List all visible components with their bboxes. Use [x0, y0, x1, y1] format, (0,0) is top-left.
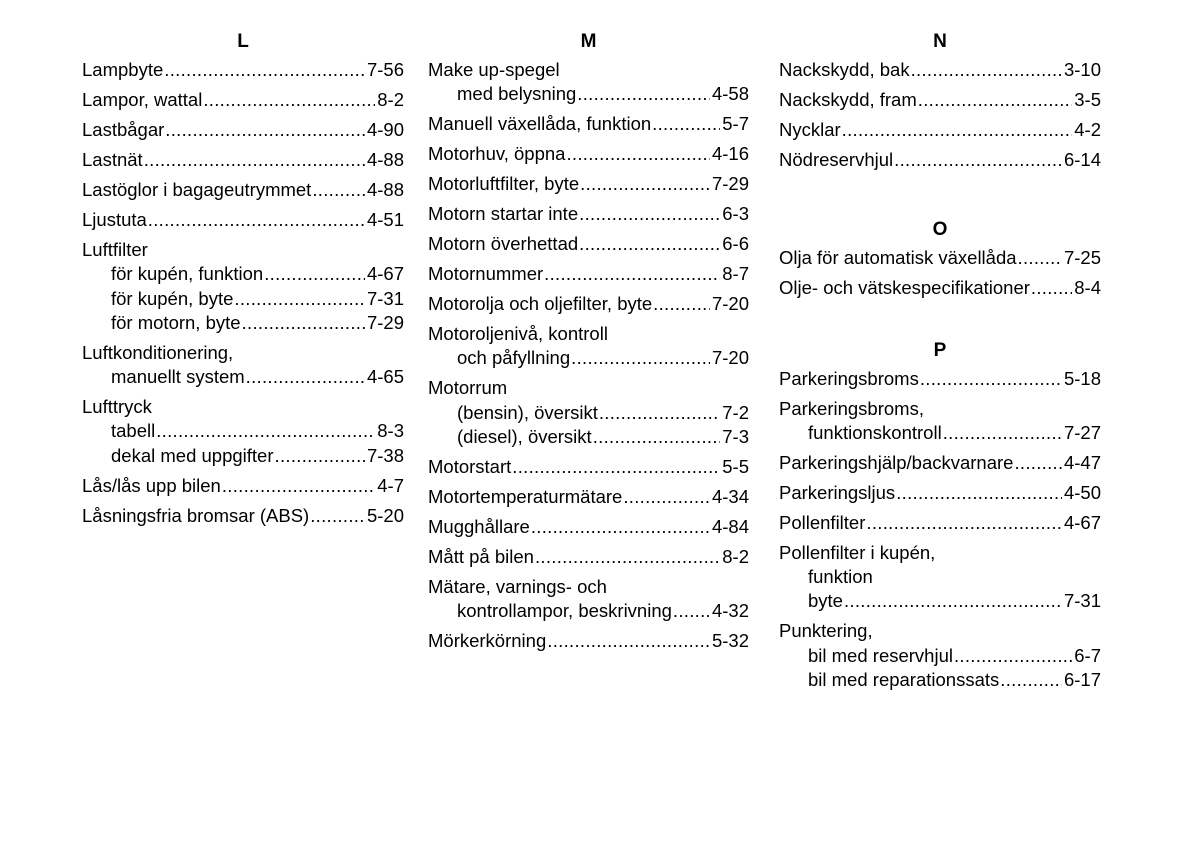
page-reference: 4-88: [366, 148, 404, 170]
index-column-1: [82, 30, 404, 534]
index-section: [428, 30, 749, 654]
index-section: [779, 30, 1101, 172]
index-term: [428, 545, 749, 569]
index-entry: [428, 58, 749, 107]
entry-text: Lastbågar: [82, 118, 165, 140]
page-reference: 5-32: [711, 630, 749, 652]
dot-leader: [653, 292, 710, 316]
dot-leader: [544, 262, 720, 286]
index-entry: [779, 397, 1101, 446]
page-reference: 7-38: [366, 444, 404, 466]
index-entry: [779, 481, 1101, 505]
index-entry: [779, 58, 1101, 82]
index-entry: [779, 276, 1101, 300]
page-reference: 5-18: [1063, 367, 1101, 389]
index-entry: [779, 511, 1101, 535]
dot-leader: [579, 202, 720, 226]
page-reference: 4-7: [377, 474, 404, 496]
index-section: [82, 30, 404, 528]
dot-leader: [156, 419, 375, 443]
index-term: [428, 376, 749, 400]
entry-text: Make up-spegel: [428, 59, 560, 80]
index-subentry: [82, 287, 404, 311]
page-reference: 5-5: [722, 456, 749, 478]
entry-text: för motorn, byte: [111, 311, 241, 333]
entry-text: Motortemperaturmätare: [428, 486, 623, 508]
entry-text: Låsningsfria bromsar (ABS): [82, 504, 310, 526]
dot-leader: [310, 504, 365, 528]
page-reference: 4-32: [711, 600, 749, 622]
dot-leader: [203, 88, 375, 112]
index-term: [779, 481, 1101, 505]
dot-leader: [954, 644, 1072, 668]
page-reference: 7-25: [1063, 247, 1101, 269]
page-reference: 4-67: [1063, 511, 1101, 533]
dot-leader: [623, 485, 710, 509]
page-reference: 4-51: [366, 208, 404, 230]
page-reference: 6-17: [1063, 668, 1101, 690]
index-entry: [428, 112, 749, 136]
entry-text: Parkeringshjälp/backvarnare: [779, 451, 1014, 473]
dot-leader: [577, 82, 710, 106]
index-term: [428, 142, 749, 166]
page-reference: 4-47: [1063, 451, 1101, 473]
entry-text: tabell: [111, 420, 156, 442]
entry-text: funktion: [808, 566, 873, 588]
entry-text: Nackskydd, fram: [779, 88, 917, 110]
section-letter: O: [932, 219, 948, 241]
page-reference: 8-2: [722, 545, 749, 567]
index-entry: [428, 172, 749, 196]
index-term: [428, 485, 749, 509]
dot-leader: [535, 545, 720, 569]
entry-text: Lastnät: [82, 148, 143, 170]
entry-text: Motorn överhettad: [428, 233, 579, 255]
dot-leader: [144, 148, 365, 172]
section-letter: N: [933, 31, 947, 52]
entry-text: Nackskydd, bak: [779, 59, 910, 80]
index-subentry: [779, 644, 1101, 668]
page-reference: 4-84: [711, 516, 749, 537]
page-reference: 3-10: [1063, 59, 1101, 80]
entry-text: Motornummer: [428, 263, 544, 285]
entry-text: Motoroljenivå, kontroll: [428, 323, 608, 345]
index-term: [428, 455, 749, 479]
index-entry: [779, 88, 1101, 112]
index-entry: [428, 455, 749, 479]
index-entry: [779, 619, 1101, 692]
index-subentry: [428, 346, 749, 370]
entry-text: Luftkonditionering,: [82, 341, 234, 363]
entry-text: Motorolja och oljefilter, byte: [428, 293, 653, 315]
entry-text: Luftfilter: [82, 238, 148, 260]
dot-leader: [164, 58, 365, 82]
index-term: [779, 451, 1101, 475]
entry-text: dekal med uppgifter: [111, 444, 274, 466]
page-reference: 4-2: [1074, 118, 1101, 140]
dot-leader: [943, 421, 1062, 445]
page-reference: 5-20: [366, 504, 404, 526]
dot-leader: [652, 112, 720, 136]
entry-text: Olje- och vätskespecifikationer: [779, 277, 1030, 299]
index-term: [428, 172, 749, 196]
dot-leader: [866, 511, 1062, 535]
index-entry: [82, 178, 404, 202]
index-entry: [428, 515, 749, 539]
dot-leader: [512, 455, 720, 479]
index-subentry: [428, 599, 749, 623]
index-term: [779, 276, 1101, 300]
page-reference: 7-56: [366, 59, 404, 80]
entry-text: för kupén, byte: [111, 287, 234, 309]
dot-leader: [566, 142, 710, 166]
index-column-3: [779, 30, 1101, 698]
index-entry: [82, 474, 404, 498]
dot-leader: [673, 599, 710, 623]
section-letter: P: [933, 339, 947, 361]
page-reference: 4-65: [366, 366, 404, 388]
entry-text: Lufttryck: [82, 396, 152, 418]
dot-leader: [580, 172, 710, 196]
dot-leader: [896, 481, 1062, 505]
entry-text: Mugghållare: [428, 516, 530, 537]
dot-leader: [246, 365, 365, 389]
page-reference: 7-20: [711, 293, 749, 315]
dot-leader: [842, 118, 1073, 142]
index-term: [779, 118, 1101, 142]
entry-text: kontrollampor, beskrivning: [457, 600, 672, 622]
page-reference: 8-4: [1074, 277, 1101, 299]
index-subentry: [82, 262, 404, 286]
entry-text: för kupén, funktion: [111, 263, 264, 285]
index-term: [779, 246, 1101, 270]
index-subentry: [428, 82, 749, 106]
index-term: [779, 88, 1101, 112]
index-term: [779, 541, 1101, 565]
entry-text: Motorluftfilter, byte: [428, 173, 580, 195]
entry-text: (diesel), översikt: [457, 426, 592, 448]
index-term: [428, 202, 749, 226]
entry-text: Mätare, varnings- och: [428, 575, 607, 597]
index-term: [428, 322, 749, 346]
index-entry: [428, 545, 749, 569]
page-reference: 7-29: [711, 173, 749, 195]
dot-leader: [918, 88, 1072, 112]
index-term: [779, 397, 1101, 421]
index-entry: [82, 395, 404, 468]
entry-text: bil med reservhjul: [808, 644, 953, 666]
index-subentry: [82, 365, 404, 389]
entry-text: Parkeringsbroms,: [779, 397, 924, 419]
page-reference: 5-7: [722, 113, 749, 135]
page-reference: 7-3: [722, 426, 749, 448]
index-entry: [82, 341, 404, 390]
index-term: [82, 474, 404, 498]
entry-text: Motorhuv, öppna: [428, 143, 566, 165]
dot-leader: [1000, 668, 1062, 692]
index-entry: [428, 575, 749, 624]
entry-text: Parkeringsljus: [779, 481, 896, 503]
index-entry: [779, 118, 1101, 142]
dot-leader: [1014, 451, 1062, 475]
entry-text: Pollenfilter i kupén,: [779, 541, 936, 563]
index-term: [428, 629, 749, 653]
page-reference: 4-58: [711, 83, 749, 105]
index-term: [82, 341, 404, 365]
dot-leader: [1031, 276, 1072, 300]
index-entry: [82, 504, 404, 528]
entry-text: byte: [808, 590, 843, 612]
entry-text: och påfyllning: [457, 347, 571, 369]
index-entry: [428, 292, 749, 316]
index-term: [428, 232, 749, 256]
dot-leader: [844, 589, 1062, 613]
dot-leader: [531, 515, 710, 539]
dot-leader: [599, 401, 720, 425]
index-section: [779, 218, 1101, 300]
dot-leader: [312, 178, 365, 202]
dot-leader: [1018, 246, 1062, 270]
page-reference: 8-3: [377, 420, 404, 442]
dot-leader: [894, 148, 1062, 172]
index-entry: [82, 148, 404, 172]
index-entry: [779, 451, 1101, 475]
entry-text: manuellt system: [111, 366, 245, 388]
index-term: [779, 619, 1101, 643]
index-entry: [428, 629, 749, 653]
entry-text: Motorstart: [428, 456, 512, 478]
entry-text: Motorn startar inte: [428, 203, 579, 225]
index-section: [779, 339, 1101, 693]
page-reference: 8-7: [722, 263, 749, 285]
entry-text: Mått på bilen: [428, 545, 534, 567]
index-term: [779, 148, 1101, 172]
page-reference: 7-2: [722, 401, 749, 423]
page-reference: 4-50: [1063, 481, 1101, 503]
index-entry: [428, 322, 749, 371]
index-term: [428, 292, 749, 316]
page-reference: 4-67: [366, 263, 404, 285]
entry-text: Parkeringsbroms: [779, 367, 919, 389]
index-entry: [428, 376, 749, 449]
index-subentry: [82, 444, 404, 468]
page-reference: 8-2: [377, 88, 404, 110]
page-reference: 7-27: [1063, 421, 1101, 443]
page-reference: 7-31: [1063, 590, 1101, 612]
entry-text: Mörkerkörning: [428, 630, 547, 652]
index-subentry: [428, 425, 749, 449]
index-term: [82, 118, 404, 142]
dot-leader: [264, 262, 365, 286]
page-reference: 6-6: [722, 233, 749, 255]
index-subentry: [82, 311, 404, 335]
entry-text: Lampor, wattal: [82, 88, 203, 110]
entry-text: Pollenfilter: [779, 511, 866, 533]
entry-text: Lås/lås upp bilen: [82, 474, 221, 496]
index-subentry: [779, 668, 1101, 692]
index-entry: [82, 118, 404, 142]
section-letter: L: [237, 31, 249, 52]
dot-leader: [165, 118, 365, 142]
index-term: [82, 238, 404, 262]
entry-text: Nödreservhjul: [779, 148, 894, 170]
index-subentry: [82, 419, 404, 443]
index-term: [779, 367, 1101, 391]
entry-text: Manuell växellåda, funktion: [428, 113, 652, 135]
dot-leader: [242, 311, 365, 335]
entry-text: Lampbyte: [82, 59, 164, 80]
dot-leader: [920, 367, 1062, 391]
index-entry: [82, 58, 404, 82]
dot-leader: [234, 287, 365, 311]
index-entry: [428, 485, 749, 509]
entry-text: funktionskontroll: [808, 421, 942, 443]
dot-leader: [148, 208, 365, 232]
entry-text: Ljustuta: [82, 208, 147, 230]
index-entry: [428, 202, 749, 226]
index-term: [779, 58, 1101, 82]
page-reference: 6-7: [1074, 644, 1101, 666]
index-column-2: [428, 30, 749, 659]
index-term: [428, 262, 749, 286]
index-term: [428, 515, 749, 539]
index-entry: [82, 88, 404, 112]
page-reference: 4-88: [366, 178, 404, 200]
page-reference: 3-5: [1074, 88, 1101, 110]
entry-text: Nycklar: [779, 118, 841, 140]
entry-text: Punktering,: [779, 620, 873, 642]
index-entry: [82, 208, 404, 232]
index-term: [428, 575, 749, 599]
entry-text: med belysning: [457, 83, 577, 105]
index-entry: [428, 232, 749, 256]
index-term: [428, 112, 749, 136]
index-term: [428, 58, 749, 82]
index-term: [82, 208, 404, 232]
page-reference: 7-20: [711, 347, 749, 369]
page-reference: 6-3: [722, 203, 749, 225]
page-reference: 4-16: [711, 143, 749, 165]
index-entry: [82, 238, 404, 335]
index-entry: [779, 367, 1101, 391]
index-term: [82, 504, 404, 528]
dot-leader: [275, 444, 365, 468]
index-subentry: [779, 565, 1101, 589]
page-reference: 6-14: [1063, 148, 1101, 170]
page-reference: 7-29: [366, 311, 404, 333]
index-subentry: [428, 401, 749, 425]
dot-leader: [547, 629, 710, 653]
index-term: [82, 395, 404, 419]
index-subentry: [779, 421, 1101, 445]
page-reference: 7-31: [366, 287, 404, 309]
dot-leader: [911, 58, 1062, 82]
index-term: [82, 58, 404, 82]
index-entry: [428, 262, 749, 286]
index-entry: [779, 148, 1101, 172]
index-entry: [428, 142, 749, 166]
entry-text: Motorrum: [428, 377, 508, 399]
dot-leader: [571, 346, 710, 370]
index-term: [82, 88, 404, 112]
index-subentry: [779, 589, 1101, 613]
entry-text: bil med reparationssats: [808, 668, 1000, 690]
entry-text: Olja för automatisk växellåda: [779, 247, 1017, 269]
page-reference: 4-90: [366, 118, 404, 140]
entry-text: (bensin), översikt: [457, 401, 598, 423]
index-entry: [779, 246, 1101, 270]
dot-leader: [579, 232, 720, 256]
index-term: [82, 148, 404, 172]
index-term: [779, 511, 1101, 535]
section-letter: M: [580, 31, 597, 52]
page-reference: 4-34: [711, 486, 749, 508]
dot-leader: [222, 474, 375, 498]
dot-leader: [593, 425, 721, 449]
entry-text: Lastöglor i bagageutrymmet: [82, 178, 312, 200]
index-entry: [779, 541, 1101, 614]
index-term: [82, 178, 404, 202]
